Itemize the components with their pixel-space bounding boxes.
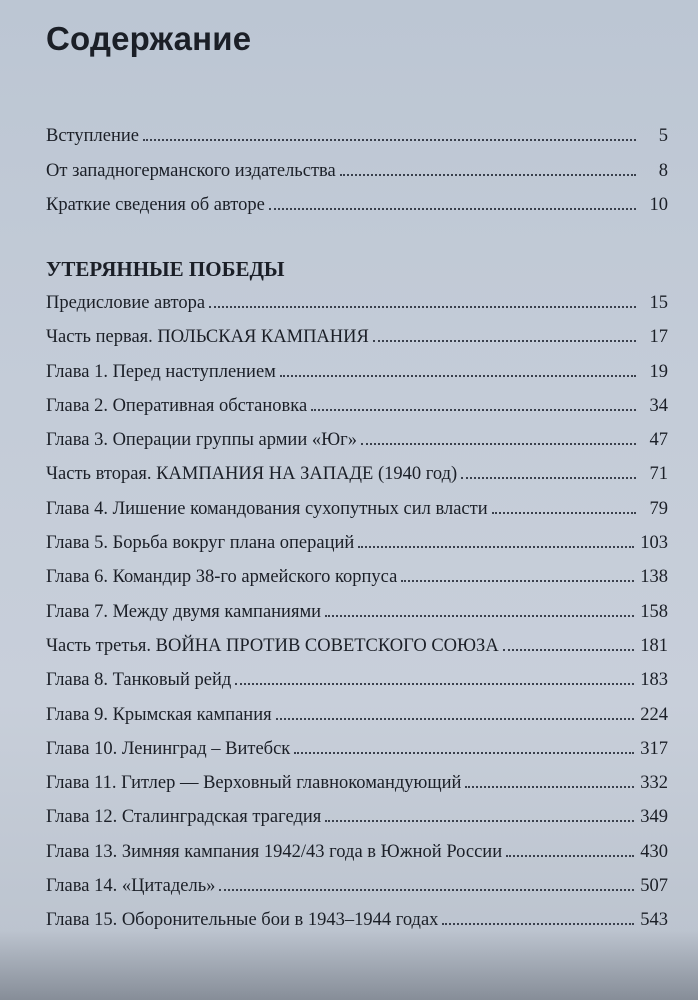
dot-leader <box>311 409 636 411</box>
dot-leader <box>465 786 634 788</box>
dot-leader <box>219 889 634 891</box>
toc-entry-label: Глава 9. Крымская кампания <box>46 704 272 725</box>
toc-entry-page: 71 <box>649 464 668 485</box>
toc-entry <box>46 671 668 705</box>
toc-entry-label: Глава 3. Операции группы армии «Юг» <box>46 430 357 451</box>
toc-entry <box>46 196 668 231</box>
toc-entry <box>46 706 668 740</box>
dot-leader <box>209 306 636 308</box>
toc-entry-label: Глава 13. Зимняя кампания 1942/43 года в Южной России <box>46 841 503 862</box>
toc-entry-page: 15 <box>649 293 668 313</box>
chapter-list <box>46 294 668 946</box>
toc-entry <box>46 534 668 568</box>
toc-entry-page: 17 <box>649 327 668 348</box>
toc-entry-label: Часть первая. ПОЛЬСКАЯ КАМПАНИЯ <box>46 327 369 348</box>
toc-entry-page: 5 <box>658 126 668 146</box>
dot-leader <box>143 139 636 141</box>
toc-entry <box>46 603 668 637</box>
dot-leader <box>325 615 634 617</box>
toc-entry-label: Глава 1. Перед наступлением <box>46 361 276 382</box>
dot-leader <box>492 512 636 514</box>
toc-entry <box>46 637 668 671</box>
toc-entry <box>46 465 668 499</box>
page-heading: Содержание <box>46 20 252 57</box>
toc-entry-page: 543 <box>640 910 668 931</box>
toc-entry-label: Глава 11. Гитлер — Верховный главнокомандующий <box>46 773 462 794</box>
toc-entry-page: 332 <box>640 773 668 794</box>
toc-entry <box>46 877 668 911</box>
toc-entry <box>46 127 668 162</box>
toc-entry-page: 10 <box>649 195 668 215</box>
section-title: УТЕРЯННЫЕ ПОБЕДЫ <box>46 257 285 281</box>
toc-entry-label: Глава 15. Оборонительные бои в 1943–1944 годах <box>46 910 439 931</box>
toc-entry-page: 158 <box>640 601 668 622</box>
dot-leader <box>358 546 634 548</box>
toc-entry-label: Глава 8. Танковый рейд <box>46 670 232 691</box>
toc-entry <box>46 431 668 465</box>
dot-leader <box>235 683 634 685</box>
toc-entry-label: От западногерманского издательства <box>46 160 336 181</box>
dot-leader <box>340 174 636 176</box>
toc-entry-page: 349 <box>640 807 668 828</box>
toc-entry-label: Часть вторая. КАМПАНИЯ НА ЗАПАДЕ (1940 год) <box>46 464 458 485</box>
toc-entry-label: Часть третья. ВОЙНА ПРОТИВ СОВЕТСКОГО СОЮЗА <box>46 635 499 656</box>
toc-entry-page: 224 <box>640 704 668 725</box>
toc-entry-label: Предисловие автора <box>46 293 206 313</box>
dot-leader <box>442 923 634 925</box>
toc-entry-page: 430 <box>640 841 668 862</box>
toc-entry <box>46 363 668 397</box>
intro-list <box>46 127 668 231</box>
dot-leader <box>506 855 634 857</box>
toc-entry <box>46 294 668 328</box>
toc-entry-page: 103 <box>640 533 668 554</box>
toc-entry-page: 317 <box>640 738 668 759</box>
dot-leader <box>280 375 636 377</box>
toc-entry-page: 47 <box>649 430 668 451</box>
toc-entry-page: 8 <box>658 160 668 181</box>
toc-entry-label: Глава 6. Командир 38-го армейского корпуса <box>46 567 398 588</box>
toc-entry-label: Глава 14. «Цитадель» <box>46 876 216 897</box>
toc-entry-page: 19 <box>649 361 668 382</box>
toc-entry <box>46 808 668 842</box>
dot-leader <box>294 752 634 754</box>
toc-entry-label: Краткие сведения об авторе <box>46 195 265 215</box>
toc-entry <box>46 911 668 945</box>
toc-entry-page: 79 <box>649 498 668 519</box>
toc-entry <box>46 568 668 602</box>
toc-entry <box>46 397 668 431</box>
toc-entry <box>46 843 668 877</box>
toc-entry-page: 138 <box>640 567 668 588</box>
dot-leader <box>373 340 636 342</box>
dot-leader <box>401 580 634 582</box>
toc-entry-page: 181 <box>640 635 668 656</box>
dot-leader <box>361 443 636 445</box>
toc-entry-page: 34 <box>649 395 668 416</box>
toc-entry-label: Глава 10. Ленинград – Витебск <box>46 738 291 759</box>
dot-leader <box>269 208 636 210</box>
toc-entry <box>46 162 668 197</box>
toc-entry <box>46 328 668 362</box>
dot-leader <box>503 649 635 651</box>
toc-entry-label: Глава 5. Борьба вокруг плана операций <box>46 533 355 554</box>
toc-entry-label: Глава 7. Между двумя кампаниями <box>46 601 322 622</box>
toc-entry-label: Глава 2. Оперативная обстановка <box>46 395 308 416</box>
toc-entry <box>46 500 668 534</box>
toc-entry-page: 507 <box>640 876 668 897</box>
toc-entry-page: 183 <box>640 670 668 691</box>
toc-entry-label: Вступление <box>46 126 139 146</box>
toc-entry-label: Глава 12. Сталинградская трагедия <box>46 807 322 828</box>
toc-entry <box>46 740 668 774</box>
dot-leader <box>276 718 635 720</box>
dot-leader <box>461 477 636 479</box>
toc-entry-label: Глава 4. Лишение командования сухопутных сил власти <box>46 498 488 519</box>
dot-leader <box>325 820 634 822</box>
toc-entry <box>46 774 668 808</box>
